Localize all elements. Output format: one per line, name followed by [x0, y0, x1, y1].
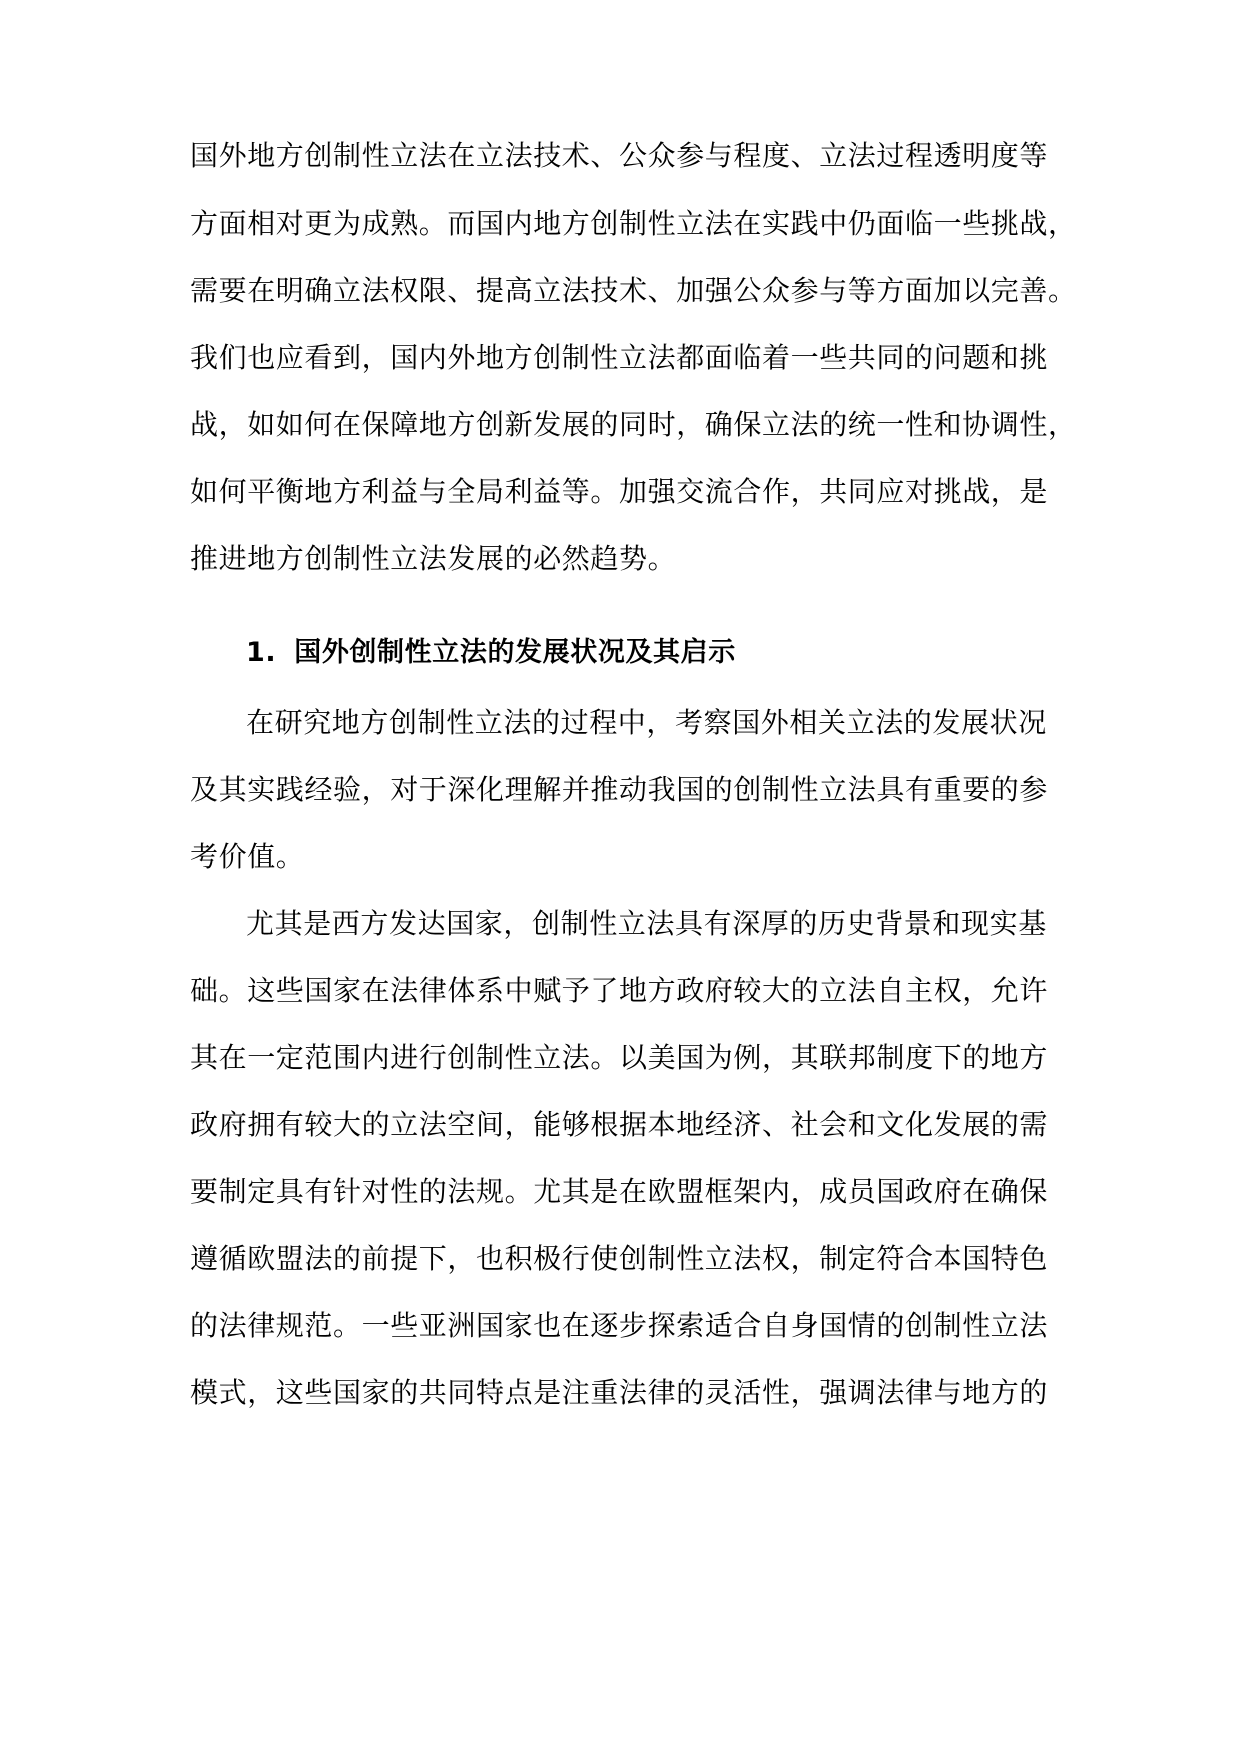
- paragraph-line: 战，如如何在保障地方创新发展的同时，确保立法的统一性和协调性，: [190, 408, 1077, 441]
- section-title: 国外创制性立法的发展状况及其启示: [294, 637, 736, 668]
- paragraph-line: 在研究地方创制性立法的过程中，考察国外相关立法的发展状况: [246, 706, 1047, 739]
- paragraph-line: 如何平衡地方利益与全局利益等。加强交流合作，共同应对挑战，是: [190, 475, 1049, 508]
- paragraph-line: 遵循欧盟法的前提下，也积极行使创制性立法权，制定符合本国特色: [190, 1242, 1049, 1275]
- paragraph-line: 及其实践经验，对于深化理解并推动我国的创制性立法具有重要的参: [190, 773, 1049, 806]
- paragraph-line: 尤其是西方发达国家，创制性立法具有深厚的历史背景和现实基: [246, 907, 1047, 940]
- paragraph-line: 政府拥有较大的立法空间，能够根据本地经济、社会和文化发展的需: [190, 1108, 1049, 1141]
- paragraph-line: 的法律规范。一些亚洲国家也在逐步探索适合自身国情的创制性立法: [190, 1309, 1049, 1342]
- section-heading: [0, 633, 1241, 673]
- section-number: 1.: [246, 637, 277, 668]
- paragraph-line: 需要在明确立法权限、提高立法技术、加强公众参与等方面加以完善。: [190, 274, 1077, 307]
- paragraph-line: 础。这些国家在法律体系中赋予了地方政府较大的立法自主权，允许: [190, 974, 1049, 1007]
- paragraph-line: 国外地方创制性立法在立法技术、公众参与程度、立法过程透明度等: [190, 139, 1049, 172]
- paragraph-line: 考价值。: [190, 840, 305, 873]
- paragraph-line: 我们也应看到，国内外地方创制性立法都面临着一些共同的问题和挑: [190, 341, 1049, 374]
- paragraph-line: 其在一定范围内进行创制性立法。以美国为例，其联邦制度下的地方: [190, 1041, 1049, 1074]
- paragraph-line: 推进地方创制性立法发展的必然趋势。: [190, 542, 677, 575]
- paragraph-line: 方面相对更为成熟。而国内地方创制性立法在实践中仍面临一些挑战，: [190, 207, 1077, 240]
- paragraph-line: 模式，这些国家的共同特点是注重法律的灵活性，强调法律与地方的: [190, 1376, 1049, 1409]
- paragraph-line: 要制定具有针对性的法规。尤其是在欧盟框架内，成员国政府在确保: [190, 1175, 1049, 1208]
